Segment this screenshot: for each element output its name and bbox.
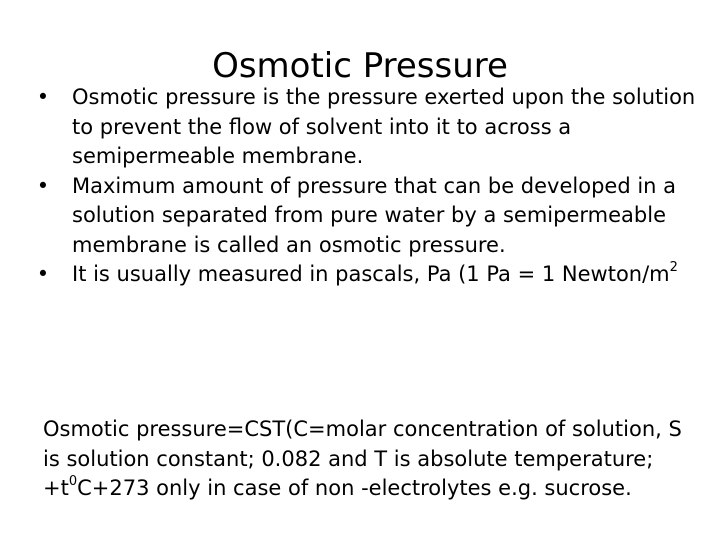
bullet-text: Osmotic pressure is the pressure exerted upon the solution to prevent the flow of solvent into it to across a semipermeable membrane.	[72, 85, 696, 168]
bullet-text: Maximum amount of pressure that can be developed in a solution separated from pure water by a semipermeable membrane is called an osmotic pressure.	[72, 173, 677, 257]
bullet-icon: •	[36, 85, 50, 109]
bullet-text: It is usually measured in pascals, Pa (1 Pa = 1 Newton/m	[72, 262, 670, 286]
note-text-after: C+273 only in case of non -electrolytes e.g. sucrose.	[77, 476, 632, 500]
bullet-icon: •	[36, 173, 50, 198]
superscript-exponent: 2	[669, 260, 678, 275]
slide-title: Osmotic Pressure	[212, 46, 508, 86]
bullet-item	[28, 83, 708, 172]
bullet-icon: •	[36, 262, 50, 286]
superscript-degree: 0	[68, 474, 78, 489]
bullet-item	[28, 260, 708, 290]
bullet-item	[28, 172, 708, 261]
bullet-list	[28, 83, 708, 290]
note-text-before: Osmotic pressure=CST(C=molar concentration of solution, S is solution constant; 0.082 and T is absolute temperature; +t	[43, 417, 682, 500]
formula-note	[43, 415, 703, 504]
